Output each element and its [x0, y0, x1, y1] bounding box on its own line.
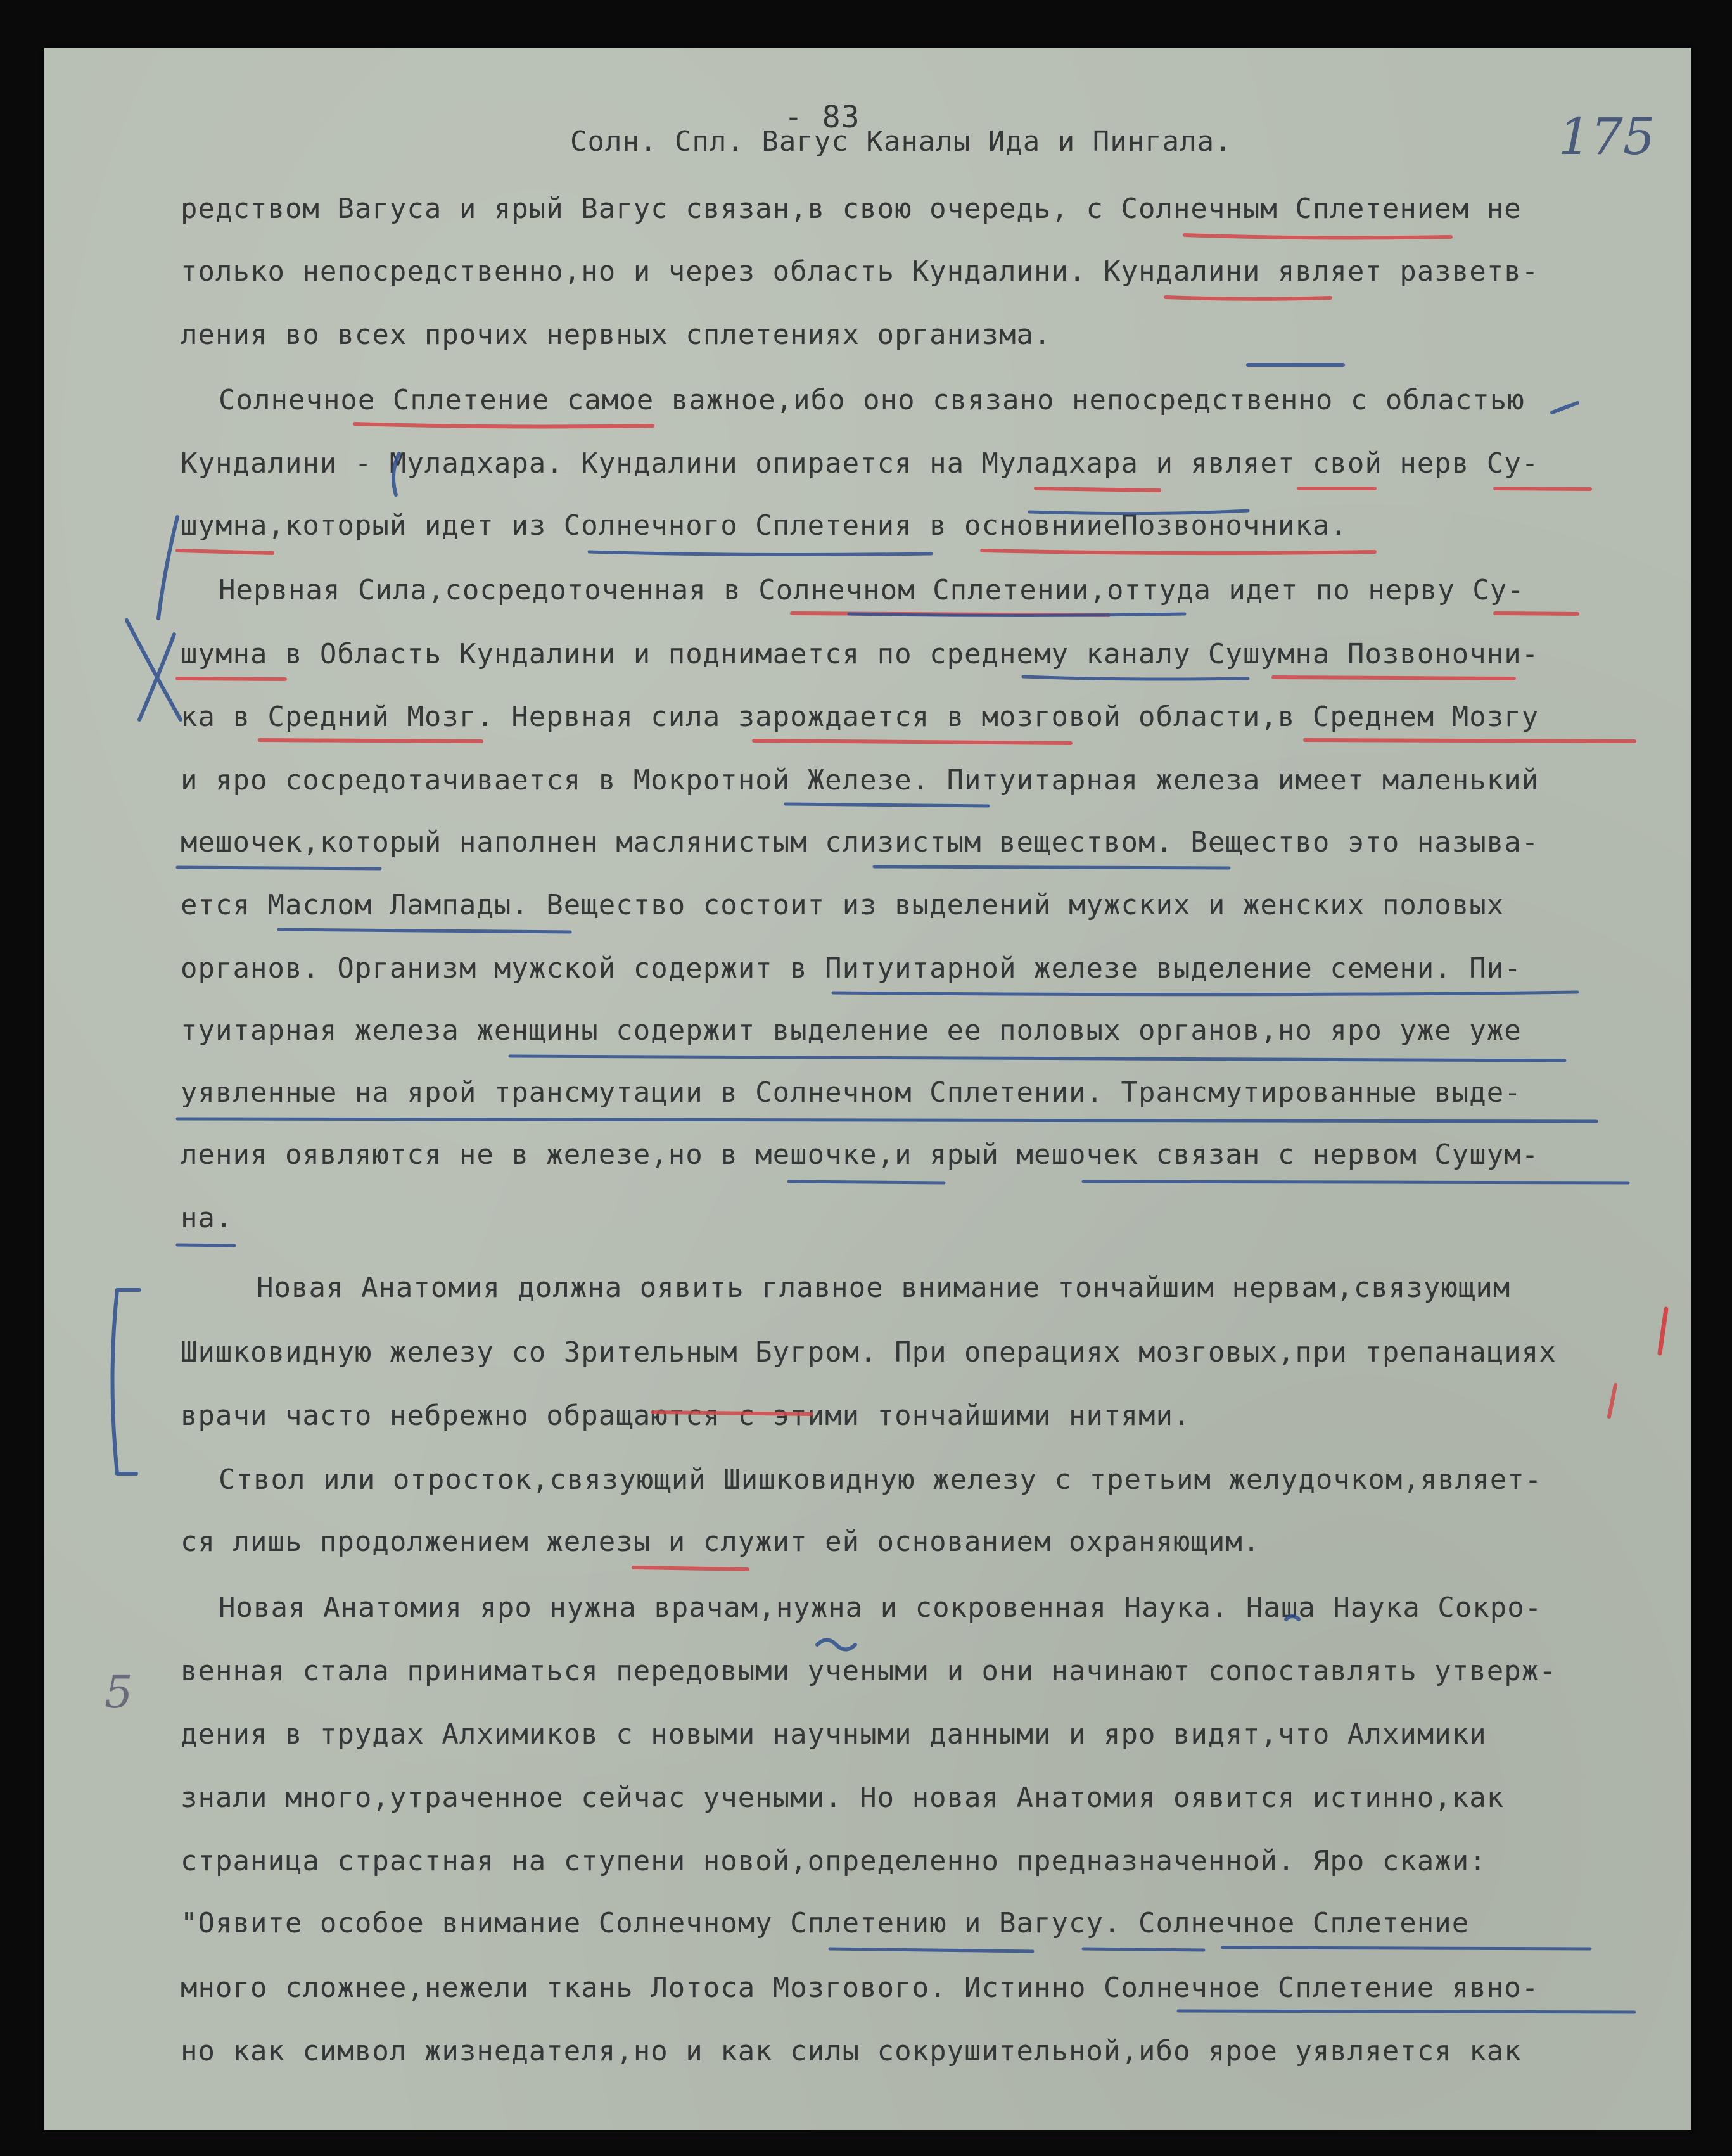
text-line: органов. Организм мужской содержит в Питуитарной железе выделение семени. Пи-: [181, 952, 1522, 985]
running-head: Солн. Спл. Вагус Каналы Ида и Пингала.: [570, 125, 1232, 158]
check-mark: [1552, 403, 1577, 412]
text-line: врачи часто небрежно обращаются с этими тончайшими нитями.: [181, 1400, 1191, 1432]
blue-underline: [510, 1056, 1565, 1061]
text-line: ления во всех прочих нервных сплетениях организма.: [181, 319, 1052, 351]
text-line: ся лишь продолжением железы и служит ей основанием охраняющим.: [181, 1526, 1261, 1558]
text-line: и яро сосредотачивается в Мокротной Железе. Питуитарная железа имеет маленький: [181, 764, 1539, 796]
document-page: [44, 48, 1691, 2130]
text-line: на.: [181, 1202, 233, 1234]
red-underline: [1495, 488, 1590, 489]
blue-underline: [177, 867, 380, 869]
red-underline: [1185, 235, 1451, 238]
text-line: ка в Средний Мозг. Нервная сила зарождается в мозговой области,в Среднем Мозгу: [181, 701, 1539, 733]
x-mark: [127, 620, 181, 720]
bracket-mark: [113, 1290, 118, 1474]
text-line: много сложнее,нежели ткань Лотоса Мозгового. Истинно Солнечное Сплетение явно-: [181, 1972, 1539, 2004]
slash-mark: [158, 517, 177, 618]
text-line: только непосредственно,но и через область Кундалини. Кундалини являет разветв-: [181, 255, 1539, 288]
text-line: мешочек,который наполнен маслянистым слизистым веществом. Вещество это называ-: [181, 826, 1539, 858]
blue-underline: [1223, 1948, 1590, 1949]
blue-underline: [786, 804, 988, 806]
blue-underline: [789, 1182, 944, 1183]
blue-underline: [279, 929, 570, 932]
margin-marks: [113, 365, 1578, 1650]
blue-underline: [833, 992, 1577, 995]
page-number: - 83: [784, 99, 860, 135]
text-line: знали много,утраченное сейчас учеными. Но новая Анатомия оявится истинно,как: [181, 1782, 1505, 1814]
red-underline: [1609, 1385, 1615, 1417]
text-line: редством Вагуса и ярый Вагус связан,в свою очередь, с Солнечным Сплетением не: [181, 193, 1522, 225]
text-line: Шишковидную железу со Зрительным Бугром. При операциях мозговых,при трепанациях: [181, 1336, 1557, 1368]
archive-number: 175: [1558, 107, 1655, 166]
text-line: но как символ жизнедателя,но и как силы сокрушительной,ибо ярое уявляется как: [181, 2035, 1522, 2067]
red-underline: [792, 613, 1109, 615]
text-line: страница страстная на ступени новой,определенно предназначенной. Яро скажи:: [181, 1845, 1487, 1877]
text-line: ления оявляются не в железе,но в мешочке,и ярый мешочек связан с нервом Сушум-: [181, 1139, 1539, 1171]
red-underline: [177, 551, 272, 553]
text-line: дения в трудах Алхимиков с новыми научными данными и яро видят,что Алхимики: [181, 1718, 1487, 1751]
red-underline: [1305, 740, 1634, 741]
blue-underline: [1178, 2011, 1634, 2012]
text-line: Новая Анатомия должна оявить главное внимание тончайшим нервам,связующим: [257, 1272, 1511, 1304]
text-line: Солнечное Сплетение самое важное,ибо оно связано непосредственно с областью: [219, 384, 1525, 416]
text-line: шумна,который идет из Солнечного Сплетения в основнииеПозвоночника.: [181, 509, 1347, 542]
red-underline: [1036, 488, 1159, 490]
text-line: Нервная Сила,сосредоточенная в Солнечном Сплетении,оттуда идет по нерву Су-: [219, 574, 1525, 606]
blue-underline: [1083, 1949, 1204, 1950]
text-line: уявленные на ярой трансмутации в Солнечном Сплетении. Трансмутированные выде-: [181, 1076, 1522, 1109]
blue-underline: [1083, 1182, 1628, 1183]
red-underline: [260, 740, 481, 741]
red-underline: [982, 551, 1375, 553]
text-line: венная стала приниматься передовыми учеными и они начинают сопоставлять утверж-: [181, 1655, 1557, 1687]
red-underline: [754, 741, 1071, 743]
text-line: Ствол или отросток,связующий Шишковидную железу с третьим желудочком,являет-: [219, 1464, 1543, 1496]
red-underline: [1273, 677, 1514, 679]
blue-underline: [874, 867, 1229, 868]
blue-underline: [830, 1949, 1033, 1951]
margin-mark: 5: [105, 1666, 133, 1718]
text-line: ется Маслом Лампады. Вещество состоит из выделений мужских и женских половых: [181, 889, 1505, 921]
text-line: Кундалини - Муладхара. Кундалини опирается на Муладхара и являет свой нерв Су-: [181, 447, 1539, 480]
blue-underline: [177, 1119, 1596, 1121]
red-underline: [1166, 297, 1330, 299]
x-mark: [139, 634, 174, 720]
wavy-mark: [817, 1640, 855, 1650]
red-tick: [1660, 1309, 1666, 1353]
blue-underline: [1023, 677, 1248, 679]
red-underline: [1495, 613, 1577, 614]
blue-underline: [589, 552, 931, 554]
text-line: туитарная железа женщины содержит выделение ее половых органов,но яро уже уже: [181, 1014, 1522, 1047]
red-underline: [634, 1567, 748, 1569]
red-underline: [355, 424, 653, 426]
blue-underline: [177, 1245, 234, 1246]
text-line: "Оявите особое внимание Солнечному Сплетению и Вагусу. Солнечное Сплетение: [181, 1907, 1470, 1939]
text-line: Новая Анатомия яро нужна врачам,нужна и сокровенная Наука. Наша Наука Сокро-: [219, 1591, 1543, 1624]
blue-underline: [849, 614, 1185, 616]
text-line: шумна в Область Кундалини и поднимается по среднему каналу Сушумна Позвоночни-: [181, 638, 1539, 670]
